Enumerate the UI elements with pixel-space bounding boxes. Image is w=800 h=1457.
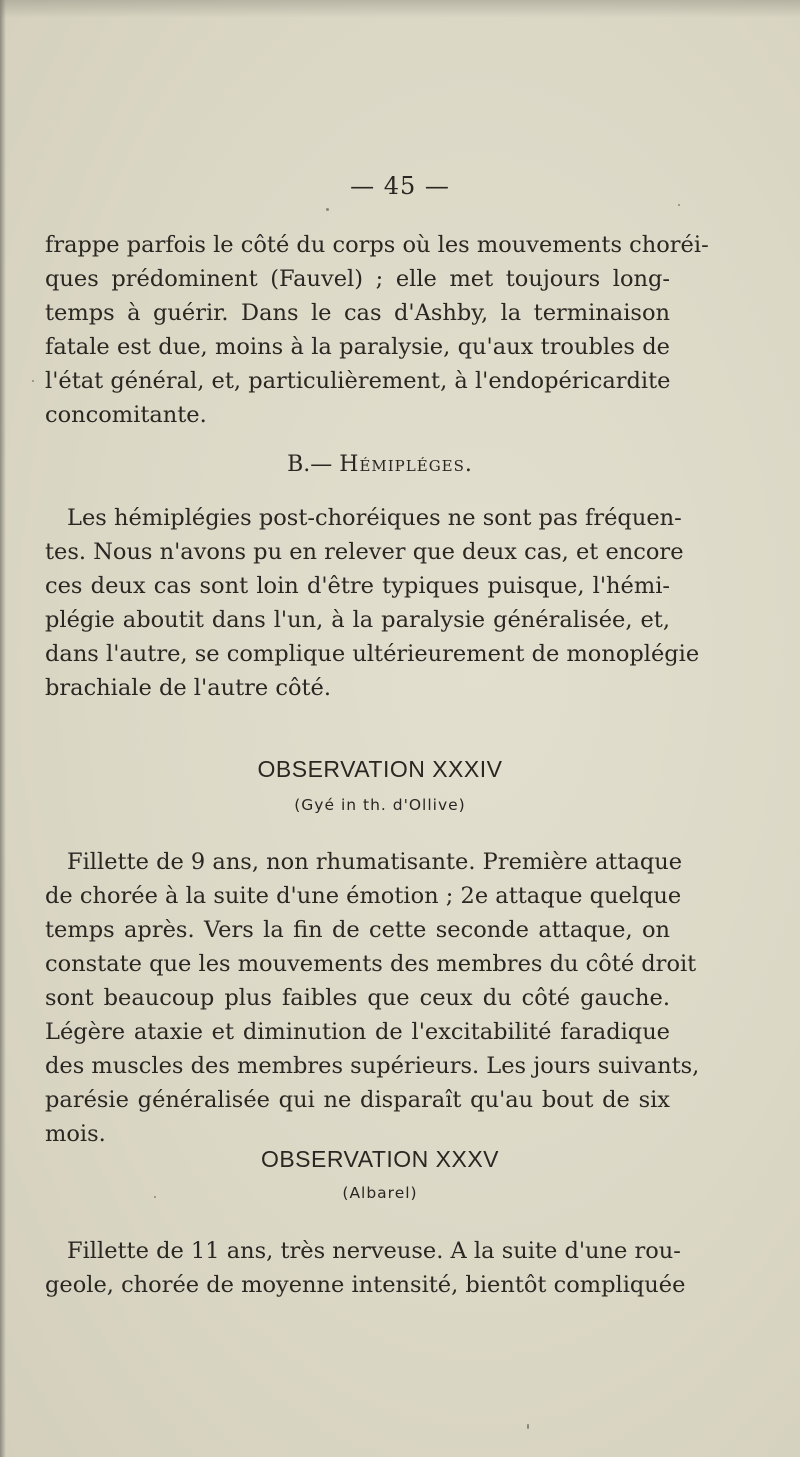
section-heading-b (0, 452, 715, 477)
paragraph-4 (45, 1234, 686, 1302)
text-line: sont beaucoup plus faibles que ceux du côté gauche. (45, 985, 670, 1011)
text-line: temps après. Vers la fin de cette seconde attaque, on (45, 917, 670, 943)
ink-speck (527, 1424, 529, 1429)
text-line: l'état général, et, particulièrement, à l'endopéricardite (45, 368, 671, 394)
observation-35-source: (Albarel) (342, 1184, 418, 1202)
text-line: concomitante. (45, 402, 207, 428)
ink-speck (326, 208, 329, 211)
paragraph-3 (45, 845, 700, 1151)
text-line: constate que les mouvements des membres du côté droit (45, 951, 697, 977)
paragraph-2 (45, 501, 700, 705)
text-line: ces deux cas sont loin d'être typiques puisque, l'hémi- (45, 573, 670, 599)
section-title: Hémipléges. (339, 452, 473, 477)
text-line: de chorée à la suite d'une émotion ; 2e attaque quelque (45, 883, 682, 909)
text-line: Les hémiplégies post-choréiques ne sont pas fréquen- (67, 505, 682, 531)
text-line: parésie généralisée qui ne disparaît qu'au bout de six (45, 1087, 670, 1113)
section-letter: B.— (287, 452, 340, 477)
ink-speck (154, 1196, 156, 1198)
text-line: fatale est due, moins à la paralysie, qu'aux troubles de (45, 334, 670, 360)
observation-34-title: OBSERVATION XXXIV (257, 756, 503, 782)
text-line: brachiale de l'autre côté. (45, 675, 332, 701)
text-line: des muscles des membres supérieurs. Les jours suivants, (45, 1053, 700, 1079)
text-line: Fillette de 9 ans, non rhumatisante. Première attaque (67, 849, 683, 875)
observation-34-source: (Gyé in th. d'Ollive) (294, 796, 466, 814)
text-line: Légère ataxie et diminution de l'excitabilité faradique (45, 1019, 670, 1045)
text-line: frappe parfois le côté du corps où les mouvements choréi- (45, 232, 709, 258)
text-line: geole, chorée de moyenne intensité, bientôt compliquée (45, 1272, 686, 1298)
observation-35-title: OBSERVATION XXXV (260, 1146, 500, 1172)
text-line: plégie aboutit dans l'un, à la paralysie généralisée, et, (45, 607, 670, 633)
text-line: tes. Nous n'avons pu en relever que deux cas, et encore (45, 539, 684, 565)
text-line: ques prédominent (Fauvel) ; elle met toujours long- (45, 266, 670, 292)
ink-speck (32, 380, 34, 382)
text-line: temps à guérir. Dans le cas d'Ashby, la terminaison (45, 300, 670, 326)
text-line: dans l'autre, se complique ultérieurement de monoplégie (45, 641, 700, 667)
paragraph-1 (45, 228, 709, 432)
page-number: — 45 — (350, 172, 450, 200)
text-line: mois. (45, 1121, 106, 1147)
text-line: Fillette de 11 ans, très nerveuse. A la suite d'une rou- (67, 1238, 681, 1264)
ink-speck (678, 204, 680, 206)
